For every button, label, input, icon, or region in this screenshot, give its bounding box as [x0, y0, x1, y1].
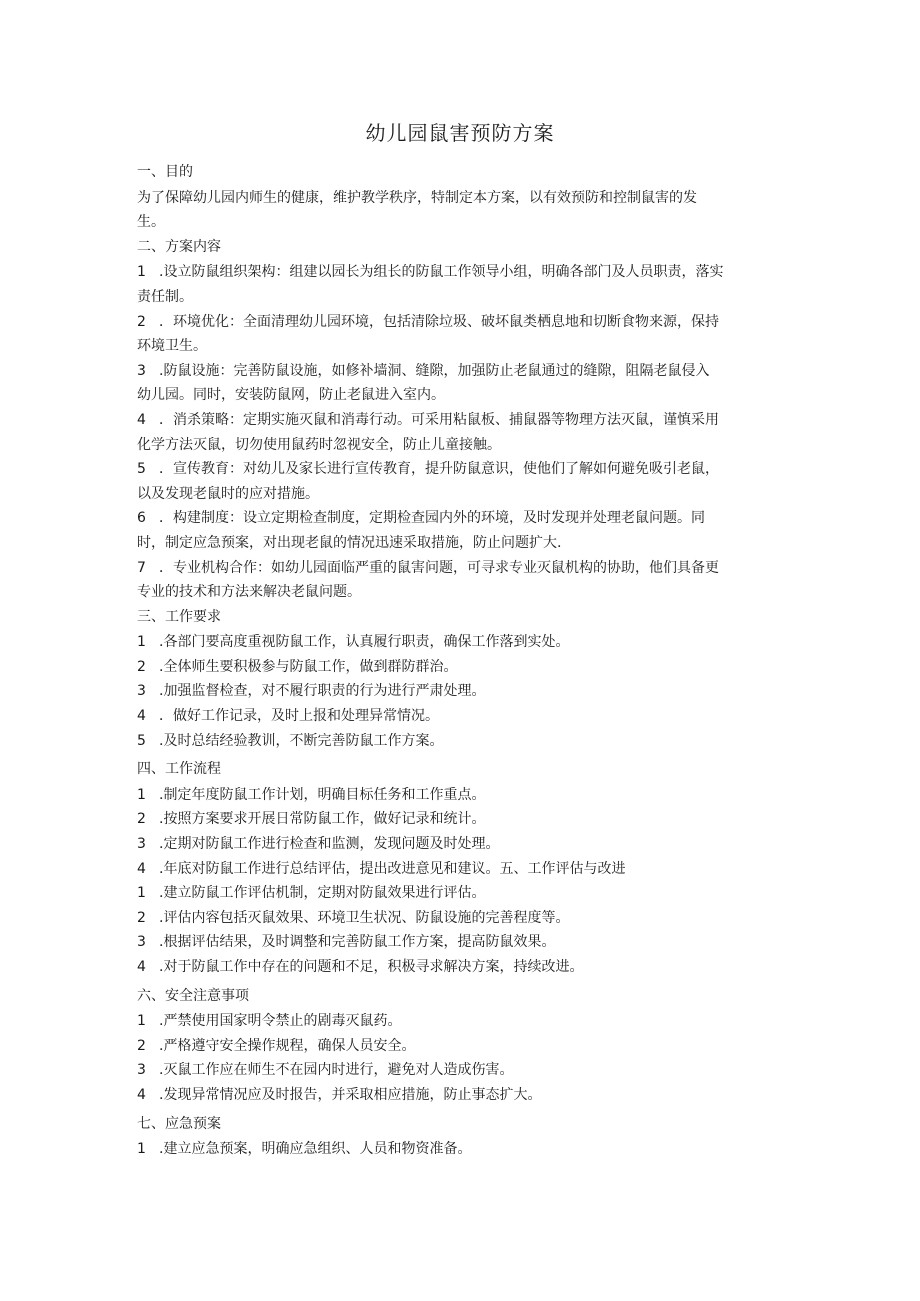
section-heading-emergency-plan: 七、应急预案 — [137, 1115, 221, 1132]
list-item-number: 4 — [137, 708, 146, 725]
list-item — [137, 655, 785, 680]
list-item-number: 2 — [137, 658, 146, 675]
list-item-number: 1 — [137, 786, 146, 803]
list-item-text: ．消杀策略：定期实施灭鼠和消毒行动。可采用粘鼠板、捕鼠器等物理方法灭鼠，谨慎采用 — [159, 411, 719, 428]
list-item-text: ．专业机构合作：如幼儿园面临严重的鼠害问题，可寻求专业灭鼠机构的协助，他们具备更 — [159, 559, 719, 576]
list-item-number: 1 — [137, 885, 146, 902]
document-title: 幼儿园鼠害预防方案 — [365, 121, 555, 145]
list-item-text: ．构建制度：设立定期检查制度，定期检查园内外的环境，及时发现并处理老鼠问题。同 — [159, 510, 705, 527]
list-item-line — [137, 260, 785, 285]
list-item-text: .定期对防鼠工作进行检查和监测，发现问题及时处理。 — [159, 836, 500, 853]
list-item-number: 4 — [137, 959, 146, 975]
list-item-number: 1 — [137, 264, 146, 281]
list-item-number: 1 — [137, 634, 146, 651]
list-item-continuation: 以及发现老鼠时的应对措施。 — [137, 485, 319, 502]
list-item-text: .各部门要高度重视防鼠工作，认真履行职责，确保工作落到实处。 — [159, 634, 570, 651]
section-heading-plan-content: 二、方案内容 — [137, 238, 221, 255]
list-item-text: .对于防鼠工作中存在的问题和不足，积极寻求解决方案，持续改进。 — [159, 959, 584, 975]
list-item-text: .按照方案要求开展日常防鼠工作，做好记录和统计。 — [159, 811, 486, 828]
list-item-line — [137, 457, 785, 482]
list-item-text: .及时总结经验教训，不断完善防鼠工作方案。 — [159, 732, 444, 749]
paragraph-line: 生。 — [137, 214, 165, 231]
list-item-number: 3 — [137, 683, 146, 700]
list-item — [137, 906, 785, 931]
document-body — [137, 160, 785, 1162]
list-item-line — [137, 556, 785, 581]
list-item-text: .严禁使用国家明令禁止的剧毒灭鼠药。 — [159, 1013, 402, 1030]
list-item — [137, 506, 785, 555]
section-heading-purpose: 一、目的 — [137, 164, 193, 180]
list-item-text: .灭鼠工作应在师生不在园内时进行，避免对人造成伤害。 — [159, 1062, 514, 1079]
list-item-text: .设立防鼠组织架构：组建以园长为组长的防鼠工作领导小组，明确各部门及人员职责，落实 — [159, 264, 724, 281]
list-item — [137, 1034, 785, 1059]
list-item — [137, 556, 785, 605]
list-item-number: 2 — [137, 909, 146, 926]
list-item-text: .制定年度防鼠工作计划，明确目标任务和工作重点。 — [159, 786, 486, 803]
list-item-number: 1 — [137, 1013, 146, 1030]
section-heading-work-requirements: 三、工作要求 — [137, 608, 221, 625]
list-item-number: 1 — [137, 1141, 146, 1158]
list-item — [137, 408, 785, 457]
list-item — [137, 679, 785, 704]
list-item — [137, 832, 785, 857]
list-item — [137, 260, 785, 309]
list-item-number: 3 — [137, 362, 146, 379]
list-item-number: 3 — [137, 836, 146, 853]
list-item — [137, 310, 785, 359]
list-item-number: 4 — [137, 860, 146, 877]
list-item-line — [137, 359, 785, 384]
list-item — [137, 807, 785, 832]
list-item-line — [137, 408, 785, 433]
list-item — [137, 1083, 785, 1108]
list-item-text: ．做好工作记录，及时上报和处理异常情况。 — [159, 708, 439, 725]
list-item-text: .加强监督检查，对不履行职责的行为进行严肃处理。 — [159, 683, 486, 700]
list-item-continuation: 化学方法灭鼠，切勿使用鼠药时忽视安全，防止儿童接触。 — [137, 436, 501, 453]
list-item-text: ．宣传教育：对幼儿及家长进行宣传教育，提升防鼠意识，使他们了解如何避免吸引老鼠， — [159, 461, 719, 478]
list-item — [137, 1137, 785, 1162]
list-item-number: 3 — [137, 934, 146, 951]
section-heading-safety-notes: 六、安全注意事项 — [137, 987, 249, 1004]
list-item-number: 4 — [137, 1086, 146, 1103]
list-item-number: 7 — [137, 559, 146, 576]
list-item-number: 3 — [137, 1062, 146, 1079]
list-item-text: .防鼠设施：完善防鼠设施，如修补墙洞、缝隙，加强防止老鼠通过的缝隙，阻隔老鼠侵入 — [159, 362, 710, 379]
list-item — [137, 783, 785, 808]
list-item-text: .发现异常情况应及时报告，并采取相应措施，防止事态扩大。 — [159, 1086, 542, 1103]
list-item-number: 2 — [137, 1037, 146, 1054]
list-item — [137, 955, 785, 980]
list-item-continuation: 幼儿园。同时，安装防鼠网，防止老鼠进入室内。 — [137, 387, 445, 404]
list-item-text: .建立应急预案，明确应急组织、人员和物资准备。 — [159, 1141, 472, 1158]
list-item-continuation: 环境卫生。 — [137, 338, 207, 355]
list-item-text: .评估内容包括灭鼠效果、环境卫生状况、防鼠设施的完善程度等。 — [159, 909, 570, 926]
list-item — [137, 1058, 785, 1083]
list-item-text: .年底对防鼠工作进行总结评估，提出改进意见和建议。五、工作评估与改进 — [159, 860, 626, 877]
list-item-line — [137, 310, 785, 335]
list-item-text: .严格遵守安全操作规程，确保人员安全。 — [159, 1037, 416, 1054]
list-item — [137, 881, 785, 906]
list-item-number: 6 — [137, 510, 146, 527]
list-item-number: 5 — [137, 732, 146, 749]
list-item — [137, 359, 785, 408]
list-item — [137, 729, 785, 754]
list-item-number: 4 — [137, 411, 146, 428]
list-item — [137, 857, 785, 882]
list-item — [137, 930, 785, 955]
paragraph-line: 为了保障幼儿园内师生的健康，维护教学秩序，特制定本方案，以有效预防和控制鼠害的发 — [137, 189, 697, 206]
list-item-number: 2 — [137, 313, 146, 330]
list-item — [137, 630, 785, 655]
list-item-continuation: 专业的技术和方法来解决老鼠问题。 — [137, 584, 361, 601]
section-heading-work-flow: 四、工作流程 — [137, 761, 221, 778]
list-item-continuation: 责任制。 — [137, 288, 193, 305]
list-item-number: 2 — [137, 811, 146, 828]
list-item-number: 5 — [137, 461, 146, 478]
list-item — [137, 704, 785, 729]
list-item-text: .根据评估结果，及时调整和完善防鼠工作方案，提高防鼠效果。 — [159, 934, 556, 951]
list-item-text: .全体师生要积极参与防鼠工作，做到群防群治。 — [159, 658, 458, 675]
list-item-text: .建立防鼠工作评估机制，定期对防鼠效果进行评估。 — [159, 885, 486, 902]
list-item — [137, 1009, 785, 1034]
list-item-line — [137, 506, 785, 531]
list-item-continuation: 时，制定应急预案，对出现老鼠的情况迅速采取措施，防止问题扩大. — [137, 534, 562, 551]
list-item-text: ．环境优化：全面清理幼儿园环境，包括清除垃圾、破坏鼠类栖息地和切断食物来源，保持 — [159, 313, 719, 330]
list-item — [137, 457, 785, 506]
